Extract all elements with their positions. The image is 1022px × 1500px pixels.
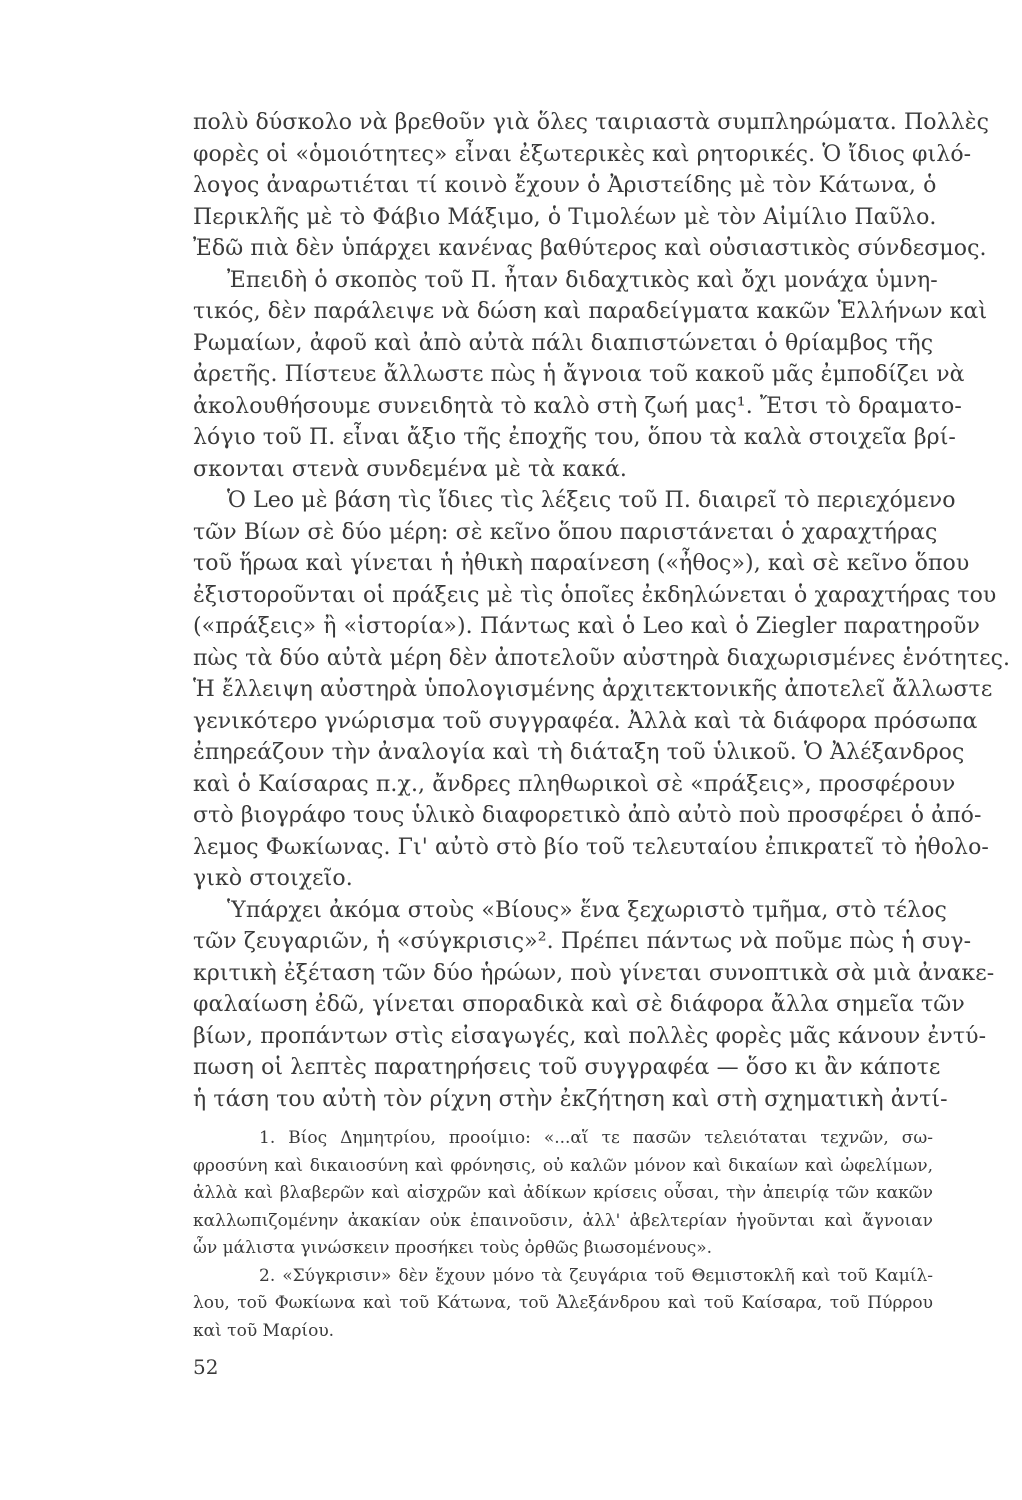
text-line: λογος ἀναρωτιέται τί κοινὸ ἔχουν ὁ Ἀριστείδης μὲ τὸν Κάτωνα, ὁ bbox=[193, 173, 937, 198]
footnote-line: 1. Βίος Δημητρίου, προοίμιο: «...αἵ τε πασῶν τελειόταται τεχνῶν, σω- bbox=[259, 1128, 933, 1148]
text-line: Ὁ Leo μὲ βάση τὶς ἴδιες τὶς λέξεις τοῦ Π. διαιρεῖ τὸ περιεχόμενο bbox=[227, 488, 956, 513]
text-line: φορὲς οἱ «ὁμοιότητες» εἶναι ἐξωτερικὲς καὶ ρητορικές. Ὁ ἴδιος φιλό- bbox=[193, 141, 972, 167]
footnote-line: λου, τοῦ Φωκίωνα καὶ τοῦ Κάτωνα, τοῦ Ἀλεξάνδρου καὶ τοῦ Καίσαρα, τοῦ Πύρρου bbox=[193, 1293, 933, 1313]
main-text bbox=[193, 107, 1011, 1115]
text-line: φαλαίωση ἐδῶ, γίνεται σποραδικὰ καὶ σὲ διάφορα ἄλλα σημεῖα τῶν bbox=[193, 992, 965, 1017]
text-line: Ἐδῶ πιὰ δὲν ὑπάρχει κανένας βαθύτερος καὶ οὐσιαστικὸς σύνδεσμος. bbox=[193, 236, 987, 261]
text-line: ἐξιστοροῦνται οἱ πράξεις μὲ τὶς ὁποῖες ἐκδηλώνεται ὁ χαραχτήρας του bbox=[193, 582, 997, 608]
text-line: Ἡ ἔλλειψη αὐστηρὰ ὑπολογισμένης ἀρχιτεκτονικῆς ἀποτελεῖ ἄλλωστε bbox=[193, 677, 993, 702]
text-line: καὶ ὁ Καίσαρας π.χ., ἄνδρες πληθωρικοὶ σὲ «πράξεις», προσφέρουν bbox=[193, 771, 956, 797]
footnote-line: 2. «Σύγκρισιν» δὲν ἔχουν μόνο τὰ ζευγάρια τοῦ Θεμιστοκλῆ καὶ τοῦ Καμίλ- bbox=[259, 1265, 933, 1286]
text-line: λεμος Φωκίωνας. Γι' αὐτὸ στὸ βίο τοῦ τελευταίου ἐπικρατεῖ τὸ ἠθολο- bbox=[193, 834, 989, 860]
text-line: ἡ τάση του αὐτὴ τὸν ρίχνη στὴν ἐκζήτηση καὶ στὴ σχηματικὴ ἀντί- bbox=[193, 1086, 948, 1112]
page-number: 52 bbox=[193, 1355, 219, 1379]
text-line: στὸ βιογράφο τους ὑλικὸ διαφορετικὸ ἀπὸ αὐτὸ ποὺ προσφέρει ὁ ἀπό- bbox=[193, 803, 982, 828]
text-line: («πράξεις» ἢ «ἱστορία»). Πάντως καὶ ὁ Leo καὶ ὁ Ziegler παρατηροῦν bbox=[193, 614, 980, 639]
text-line: γενικότερο γνώρισμα τοῦ συγγραφέα. Ἀλλὰ καὶ τὰ διάφορα πρόσωπα bbox=[193, 708, 978, 734]
text-line: γικὸ στοιχεῖο. bbox=[193, 866, 353, 891]
text-line: σκονται στενὰ συνδεμένα μὲ τὰ κακά. bbox=[193, 456, 627, 482]
text-line: Ἐπειδὴ ὁ σκοπὸς τοῦ Π. ἦταν διδαχτικὸς καὶ ὄχι μονάχα ὑμνη- bbox=[227, 267, 938, 293]
text-line: λόγιο τοῦ Π. εἶναι ἄξιο τῆς ἐποχῆς του, ὅπου τὰ καλὰ στοιχεῖα βρί- bbox=[193, 425, 956, 450]
text-line: ἀκολουθήσουμε συνειδητὰ τὸ καλὸ στὴ ζωή μας¹. Ἔτσι τὸ δραματο- bbox=[193, 393, 962, 419]
text-line: κριτικὴ ἐξέταση τῶν δύο ἡρώων, ποὺ γίνεται συνοπτικὰ σὰ μιὰ ἀνακε- bbox=[193, 960, 995, 986]
text-line: τῶν Βίων σὲ δύο μέρη: σὲ κεῖνο ὅπου παριστάνεται ὁ χαραχτήρας bbox=[193, 519, 938, 545]
text-line: ἀρετῆς. Πίστευε ἄλλωστε πὼς ἡ ἄγνοια τοῦ κακοῦ μᾶς ἐμποδίζει νὰ bbox=[193, 362, 965, 387]
text-line: βίων, προπάντων στὶς εἰσαγωγές, καὶ πολλὲς φορὲς μᾶς κάνουν ἐντύ- bbox=[193, 1023, 987, 1049]
text-line: Περικλῆς μὲ τὸ Φάβιο Μάξιμο, ὁ Τιμολέων μὲ τὸν Αἰμίλιο Παῦλο. bbox=[193, 204, 937, 230]
footnote-line: καὶ τοῦ Μαρίου. bbox=[193, 1320, 335, 1341]
text-line: Ρωμαίων, ἀφοῦ καὶ ἀπὸ αὐτὰ πάλι διαπιστώνεται ὁ θρίαμβος τῆς bbox=[193, 330, 934, 356]
footnote-line: ὧν μάλιστα γινώσκειν προσήκει τοὺς ὀρθῶς βιωσομένους». bbox=[193, 1238, 713, 1258]
text-line: τῶν ζευγαριῶν, ἡ «σύγκρισις»². Πρέπει πάντως νὰ ποῦμε πὼς ἡ συγ- bbox=[193, 929, 972, 954]
text-line: τοῦ ἥρωα καὶ γίνεται ἡ ἠθικὴ παραίνεση («ἦθος»), καὶ σὲ κεῖνο ὅπου bbox=[193, 551, 970, 576]
text-line: τικός, δὲν παράλειψε νὰ δώση καὶ παραδείγματα κακῶν Ἑλλήνων καὶ bbox=[193, 299, 988, 324]
text-line: πωση οἱ λεπτὲς παρατηρήσεις τοῦ συγγραφέα — ὅσο κι ἂν κάποτε bbox=[193, 1055, 941, 1080]
text-line: ἐπηρεάζουν τὴν ἀναλογία καὶ τὴ διάταξη τοῦ ὑλικοῦ. Ὁ Ἀλέξανδρος bbox=[193, 740, 965, 765]
footnote-line: καλλωπιζομένην ἀκακίαν οὐκ ἐπαινοῦσιν, ἀλλ' ἀβελτερίαν ἡγοῦνται καὶ ἄγνοιαν bbox=[193, 1210, 933, 1231]
footnote-line: ἀλλὰ καὶ βλαβερῶν καὶ αἰσχρῶν καὶ ἀδίκων κρίσεις οὖσαι, τὴν ἀπειρίᾳ τῶν κακῶν bbox=[193, 1183, 933, 1203]
text-line: Ὑπάρχει ἀκόμα στοὺς «Βίους» ἕνα ξεχωριστὸ τμῆμα, στὸ τέλος bbox=[227, 897, 947, 923]
footnote-line: φροσύνη καὶ δικαιοσύνη καὶ φρόνησις, οὐ καλῶν μόνον καὶ δικαίων καὶ ὠφελίμων, bbox=[193, 1155, 933, 1176]
text-line: πὼς τὰ δύο αὐτὰ μέρη δὲν ἀποτελοῦν αὐστηρὰ διαχωρισμένες ἑνότητες. bbox=[193, 645, 1011, 671]
text-line: πολὺ δύσκολο νὰ βρεθοῦν γιὰ ὅλες ταιριαστὰ συμπληρώματα. Πολλὲς bbox=[193, 110, 990, 135]
footnotes bbox=[193, 1125, 933, 1345]
